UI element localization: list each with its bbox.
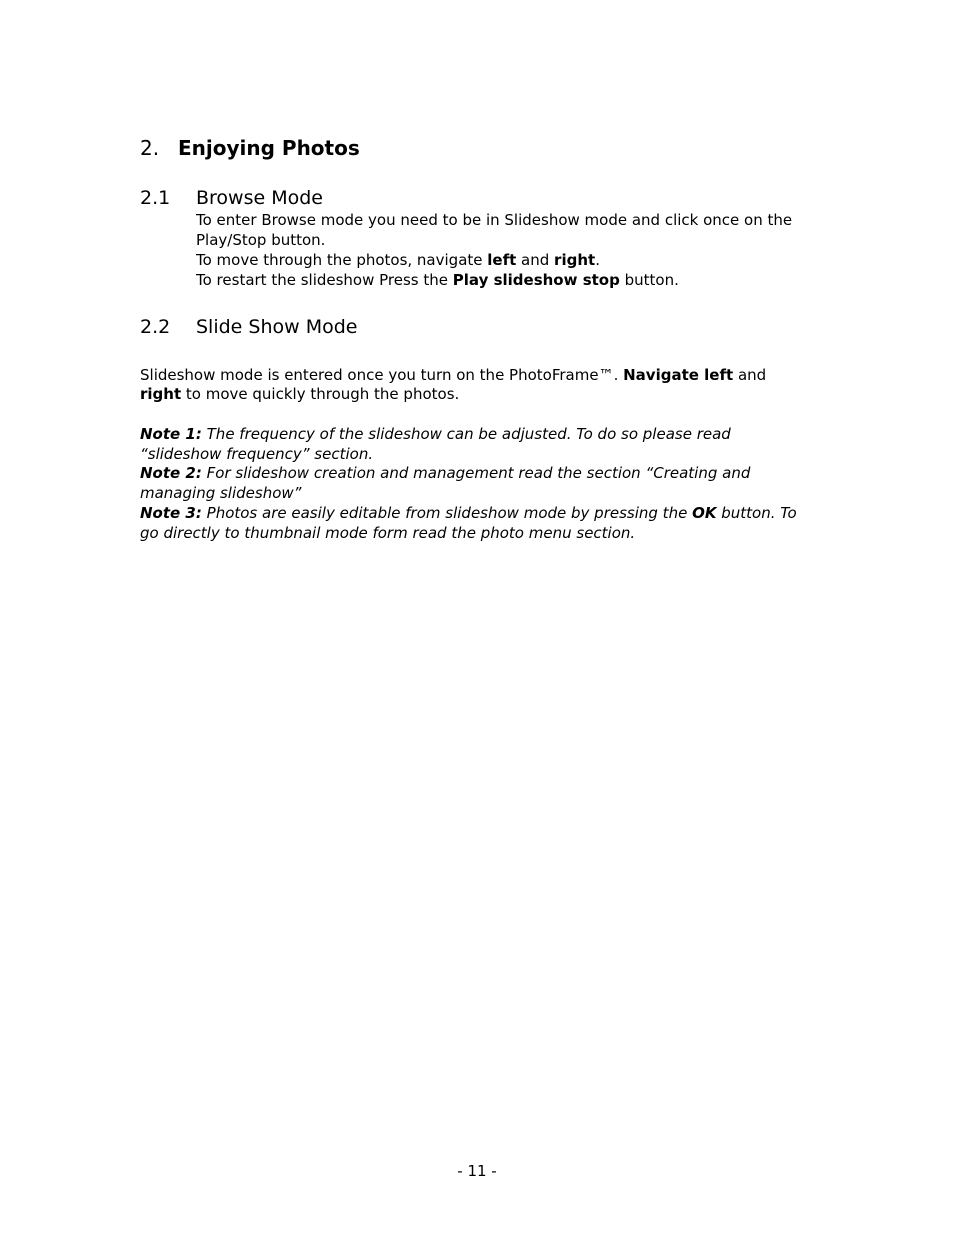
note-label: Note 3: xyxy=(140,503,202,522)
note-1: Note 1: The frequency of the slideshow can be adjusted. To do so please read “slideshow frequency” section. xyxy=(140,425,731,463)
bold-ok: OK xyxy=(692,503,717,522)
note-3: Note 3: Photos are easily editable from slideshow mode by pressing the OK button. To go directly to thumbnail mode form read the photo menu section. xyxy=(140,503,797,542)
slide-show-mode-paragraph: Slideshow mode is entered once you turn on the PhotoFrame™. Navigate left and right to move quickly through the photos. xyxy=(140,366,767,403)
browse-mode-line-2: To move through the photos, navigate left and right. xyxy=(196,251,600,269)
bold-play-slideshow-stop: Play slideshow stop xyxy=(452,271,620,289)
note-2: Note 2: For slideshow creation and management read the section “Creating and managing slideshow” xyxy=(140,464,751,503)
bold-right: right xyxy=(554,251,596,269)
subsection-title: Slide Show Mode xyxy=(196,316,358,338)
page-number: - 11 - xyxy=(457,1162,497,1180)
subsection-title: Browse Mode xyxy=(196,187,323,209)
section-heading xyxy=(140,136,360,160)
bold-left: left xyxy=(487,251,517,269)
bold-navigate-left: Navigate left xyxy=(623,366,734,384)
subsection-number: 2.1 xyxy=(140,187,171,209)
section-title: Enjoying Photos xyxy=(178,136,360,160)
section-number: 2. xyxy=(140,136,160,160)
subsection-number: 2.2 xyxy=(140,316,171,338)
note-label: Note 1: xyxy=(140,425,202,443)
browse-mode-line-3: To restart the slideshow Press the Play slideshow stop button. xyxy=(196,271,679,289)
subsection-heading-slide-show-mode xyxy=(140,315,357,339)
note-label: Note 2: xyxy=(140,464,202,483)
notes xyxy=(140,425,810,543)
subsection-heading-browse-mode xyxy=(140,186,323,210)
bold-right: right xyxy=(140,385,182,403)
browse-mode-body xyxy=(196,210,806,290)
browse-mode-line-1: To enter Browse mode you need to be in Slideshow mode and click once on the Play/Stop button. xyxy=(196,211,793,249)
slide-show-mode-body xyxy=(140,366,810,404)
